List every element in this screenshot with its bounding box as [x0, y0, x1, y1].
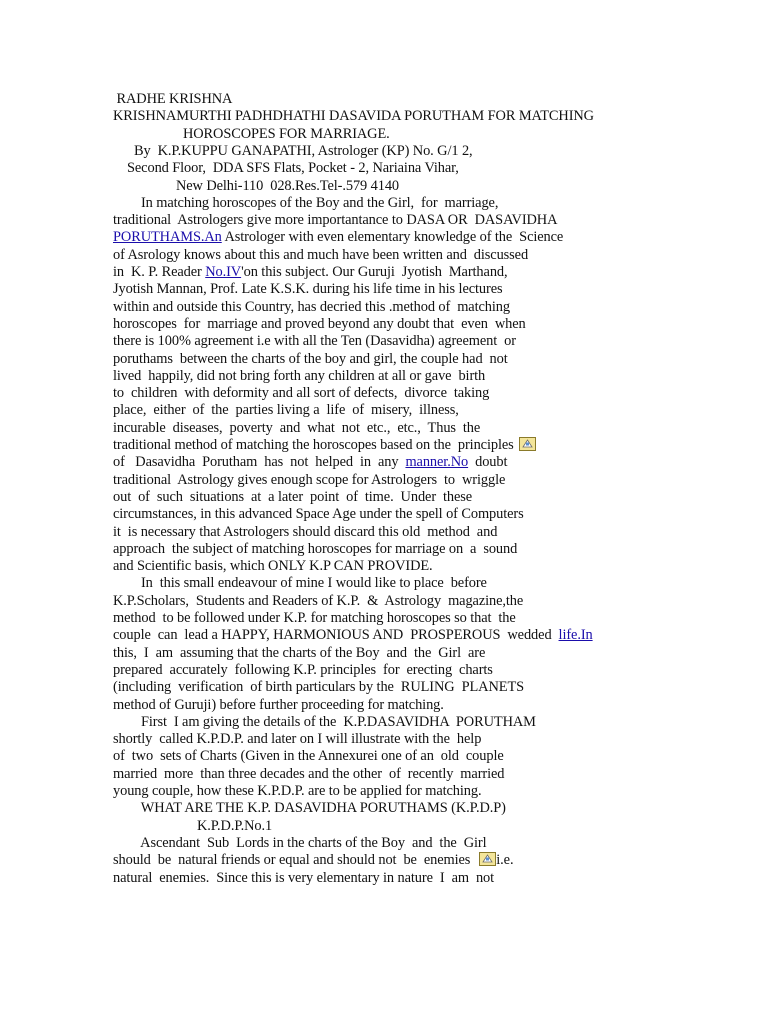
text-run: First I am giving the details of the K.P.DASAVIDHA PORUTHAM [113, 713, 536, 730]
text-line [113, 195, 498, 212]
text-line [113, 437, 536, 454]
text-line [113, 541, 517, 558]
text-run: incurable diseases, poverty and what not etc., etc., Thus the [113, 419, 481, 436]
text-run: within and outside this Country, has decried this .method of matching [113, 298, 510, 315]
hyperlink[interactable]: PORUTHAMS.An [113, 229, 222, 246]
text-line [113, 368, 485, 385]
text-line [113, 489, 472, 506]
text-run: Astrologer with even elementary knowledge of the Science [221, 229, 564, 246]
text-line [113, 385, 489, 402]
text-run: there is 100% agreement i.e with all the Ten (Dasavidha) agreement or [113, 333, 516, 350]
text-run: this, I am assuming that the charts of the Boy and the Girl are [113, 644, 486, 661]
text-run: traditional method of matching the horoscopes based on the principles [113, 437, 518, 453]
text-run: horoscopes for marriage and proved beyond any doubt that even when [113, 315, 526, 332]
text-run: Second Floor, DDA SFS Flats, Pocket - 2, Nariaina Vihar, [113, 160, 459, 177]
text-run: it is necessary that Astrologers should discard this old method and [113, 523, 498, 540]
text-run: Jyotish Mannan, Prof. Late K.S.K. during his life time in his lectures [113, 281, 503, 298]
text-line [113, 91, 232, 108]
text-run: should be natural friends or equal and should not be enemies [113, 852, 478, 869]
text-line [113, 679, 524, 696]
text-line [113, 229, 563, 246]
text-line [113, 610, 516, 627]
text-run: In matching horoscopes of the Boy and the Girl, for marriage, [113, 194, 499, 211]
text-line [113, 697, 444, 714]
text-line [113, 524, 497, 541]
text-line [113, 662, 493, 679]
text-line [113, 852, 513, 869]
text-run: in K. P. Reader [113, 264, 206, 280]
text-line [113, 454, 507, 471]
text-run: Ascendant Sub Lords in the charts of the Boy and the Girl [113, 834, 487, 851]
text-line [113, 126, 390, 143]
text-line [113, 506, 524, 523]
text-line [113, 420, 480, 437]
text-line [113, 351, 508, 368]
text-run: young couple, how these K.P.D.P. are to be applied for matching. [113, 783, 482, 799]
text-line [113, 178, 399, 195]
text-line [113, 333, 516, 350]
text-line [113, 299, 510, 316]
text-line [113, 402, 459, 419]
text-run: of Asrology knows about this and much have been written and discussed [113, 246, 529, 263]
broken-image-icon [519, 437, 536, 451]
text-run: method to be followed under K.P. for matching horoscopes so that the [113, 610, 516, 626]
text-line [113, 627, 593, 644]
text-run: K.P.D.P.No.1 [113, 817, 273, 834]
text-line [113, 472, 505, 489]
text-line [113, 766, 504, 783]
text-line [113, 870, 494, 887]
text-line [113, 160, 459, 177]
text-run: natural enemies. Since this is very elementary in nature I am not [113, 869, 495, 886]
text-line [113, 748, 504, 765]
text-run: 'on this subject. Our Guruji Jyotish Marthand, [241, 264, 508, 280]
text-line [113, 645, 485, 662]
text-line [113, 783, 481, 800]
text-line [113, 316, 526, 333]
text-line [113, 558, 433, 575]
text-run: prepared accurately following K.P. principles for erecting charts [113, 661, 493, 678]
text-run: i.e. [496, 852, 514, 869]
text-run: HOROSCOPES FOR MARRIAGE. [113, 125, 390, 142]
text-run: circumstances, in this advanced Space Age under the spell of Computers [113, 506, 524, 523]
text-run: and Scientific basis, which ONLY K.P CAN PROVIDE. [113, 558, 433, 575]
text-run: of Dasavidha Porutham has not helped in any [113, 454, 406, 471]
text-line [113, 264, 508, 281]
broken-image-icon [479, 852, 496, 866]
text-line [113, 731, 481, 748]
text-line [113, 143, 473, 160]
text-run: to children with deformity and all sort of defects, divorce taking [113, 385, 490, 402]
text-run: By K.P.KUPPU GANAPATHI, Astrologer (KP) No. G/1 2, [113, 142, 473, 159]
text-line [113, 575, 487, 592]
text-run: of two sets of Charts (Given in the Annexurei one of an old couple [113, 748, 504, 765]
text-run: traditional Astrology gives enough scope for Astrologers to wriggle [113, 471, 506, 488]
text-run: traditional Astrologers give more importantance to DASA OR DASAVIDHA [113, 212, 558, 229]
hyperlink[interactable]: No.IV [205, 264, 242, 280]
text-run: lived happily, did not bring forth any children at all or gave birth [113, 367, 486, 384]
text-run: doubt [468, 454, 508, 471]
text-run: WHAT ARE THE K.P. DASAVIDHA PORUTHAMS (K.P.D.P) [113, 800, 506, 817]
text-line [113, 593, 523, 610]
text-run: method of Guruji) before further proceeding for matching. [113, 696, 444, 713]
text-line [113, 714, 536, 731]
text-run: shortly called K.P.D.P. and later on I will illustrate with the help [113, 731, 482, 748]
text-run: New Delhi-110 028.Res.Tel-.579 4140 [113, 177, 400, 194]
text-run: out of such situations at a later point of time. Under these [113, 488, 473, 505]
text-run: (including verification of birth particulars by the RULING PLANETS [113, 679, 525, 696]
text-line [113, 818, 272, 835]
text-run: couple can lead a HAPPY, HARMONIOUS AND PROSPEROUS wedded [113, 627, 559, 644]
text-run: approach the subject of matching horoscopes for marriage on a sound [113, 540, 518, 557]
text-run: KRISHNAMURTHI PADHDHATHI DASAVIDA PORUTHAM FOR MATCHING [113, 108, 594, 125]
text-line [113, 247, 528, 264]
text-run: place, either of the parties living a life of misery, illness, [113, 402, 459, 419]
text-line [113, 800, 506, 817]
text-line [113, 281, 503, 298]
text-run: poruthams between the charts of the boy and girl, the couple had not [113, 350, 508, 367]
text-run: In this small endeavour of mine I would like to place before [113, 575, 487, 592]
text-run: RADHE KRISHNA [113, 91, 233, 107]
text-line [113, 835, 487, 852]
text-run: married more than three decades and the other of recently married [113, 765, 505, 782]
text-run: K.P.Scholars, Students and Readers of K.P. & Astrology magazine,the [113, 592, 524, 609]
hyperlink[interactable]: manner.No [405, 454, 469, 471]
hyperlink[interactable]: life.In [558, 627, 593, 644]
text-line [113, 108, 594, 125]
text-line [113, 212, 557, 229]
